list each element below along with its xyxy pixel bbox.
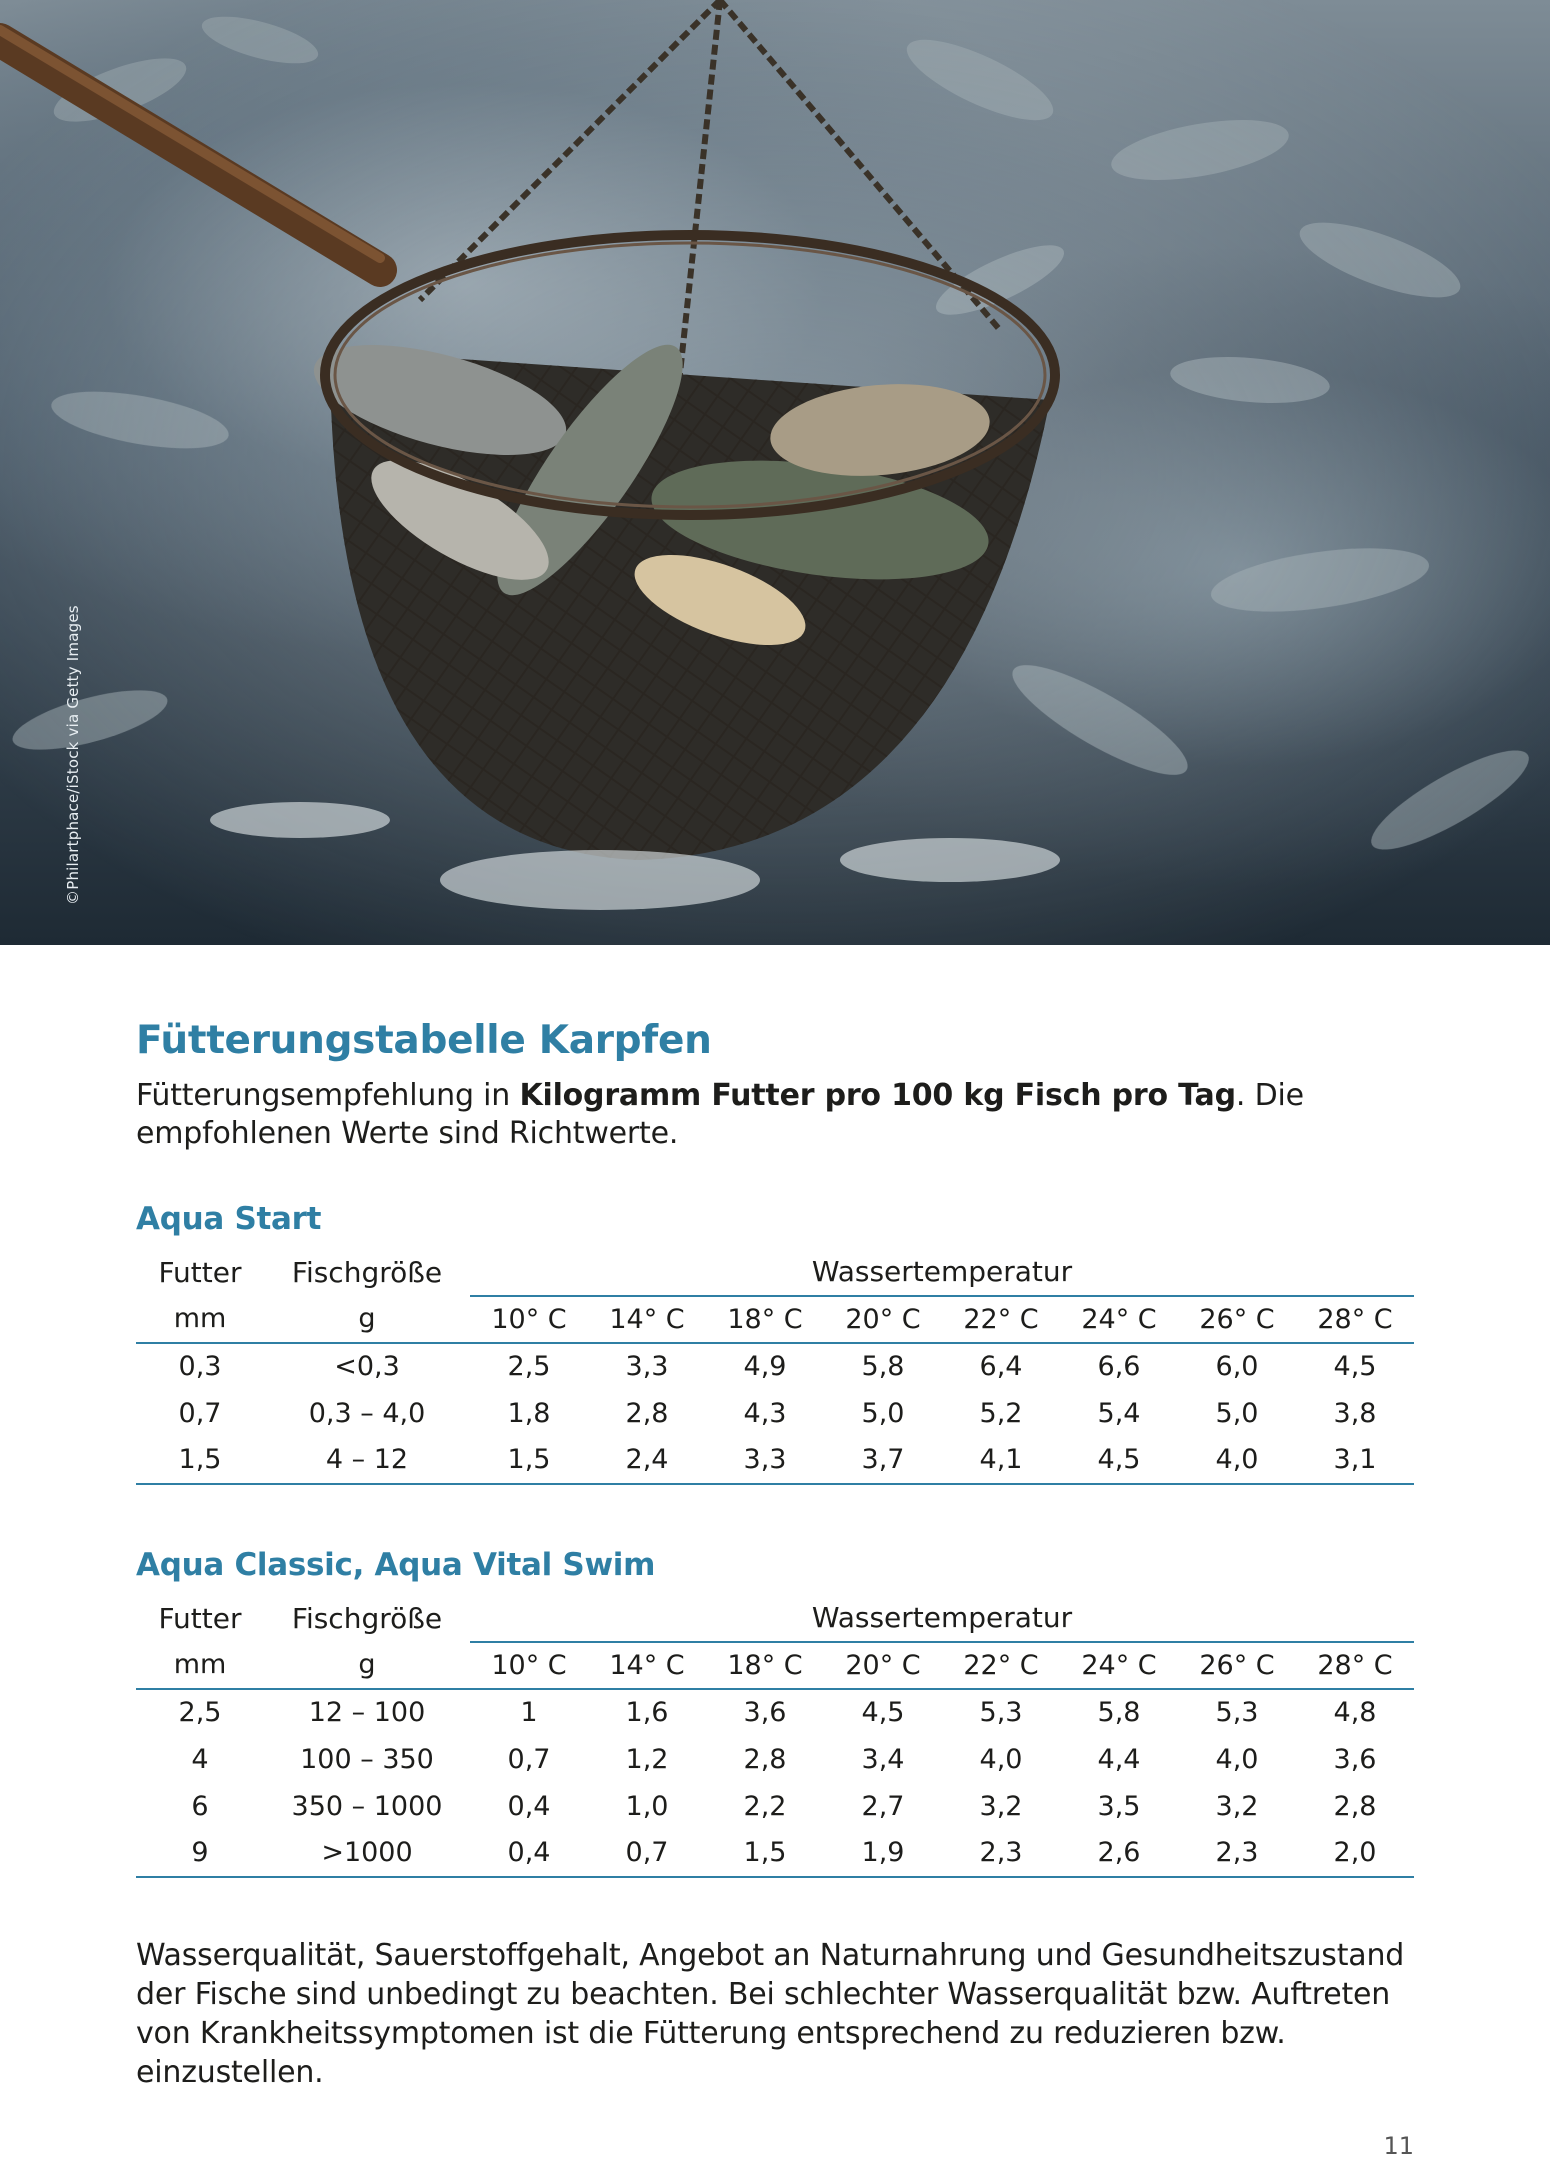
table-row [136,1343,1414,1390]
cell-fischgroesse-g: 350 – 1000 [291,1790,443,1822]
cell-feed-value: 4,8 [1333,1697,1377,1729]
cell-futter-mm: 0,7 [178,1397,222,1429]
cell-fischgroesse-g: 12 – 100 [308,1697,426,1729]
cell-feed-value: 1,0 [625,1790,669,1822]
cell-feed-value: 0,7 [588,1830,706,1877]
table2-body [136,1689,1414,1877]
cell-feed-value: 0,4 [470,1830,588,1877]
cell-futter-mm: 9 [136,1830,264,1877]
header-temp: 26° C [1178,1296,1296,1343]
header-temp: 28° C [1296,1296,1414,1343]
cell-feed-value: 5,3 [979,1697,1023,1729]
cell-fischgroesse-g: <0,3 [334,1351,400,1383]
cell-feed-value: 3,7 [824,1437,942,1484]
cell-feed-value: 2,8 [625,1397,669,1429]
cell-futter-mm: 6 [191,1790,209,1822]
table-row [136,1736,1414,1783]
header-temp: 22° C [942,1296,1060,1343]
cell-feed-value: 2,8 [743,1743,787,1775]
cell-fischgroesse-g: 100 – 350 [300,1743,434,1775]
cell-feed-value: 4,5 [861,1697,905,1729]
cell-feed-value: 0,4 [507,1790,551,1822]
feeding-table-aqua-start [136,1249,1414,1485]
cell-feed-value: 0,7 [507,1743,551,1775]
header-temp: 10° C [470,1296,588,1343]
intro-pre: Fütterungsempfehlung in [136,1077,520,1113]
header-unit-g: g [264,1642,470,1689]
header-temp: 18° C [706,1296,824,1343]
header-unit-mm: mm [136,1296,264,1343]
hero-photo [0,0,1550,945]
page-number: 11 [1383,2132,1414,2160]
table-row [136,1390,1414,1437]
cell-feed-value: 1,8 [507,1397,551,1429]
cell-feed-value: 1 [520,1697,538,1729]
header-unit-mm: mm [136,1642,264,1689]
cell-feed-value: 3,2 [979,1790,1023,1822]
cell-feed-value: 4,9 [743,1351,787,1383]
photo-credit: ©Philartphace/iStock via Getty Images [64,605,82,905]
cell-feed-value: 5,0 [861,1397,905,1429]
header-temp: 20° C [824,1642,942,1689]
cell-feed-value: 2,0 [1296,1830,1414,1877]
main-content [136,1020,1414,2092]
cell-feed-value: 5,4 [1097,1397,1141,1429]
table-row [136,1437,1414,1484]
table1-body [136,1343,1414,1484]
header-temp: 28° C [1296,1642,1414,1689]
intro-text [136,1077,1414,1153]
intro-bold: Kilogramm Futter pro 100 kg Fisch pro Tag [519,1077,1236,1113]
cell-feed-value: 3,2 [1215,1790,1259,1822]
fish-net-illustration [0,0,1550,945]
cell-feed-value: 4,3 [743,1397,787,1429]
cell-feed-value: 4,0 [1178,1437,1296,1484]
table1-title: Aqua Start [136,1200,322,1237]
cell-feed-value: 3,1 [1296,1437,1414,1484]
cell-feed-value: 5,8 [861,1351,905,1383]
cell-feed-value: 3,5 [1097,1790,1141,1822]
cell-feed-value: 3,3 [625,1351,669,1383]
cell-futter-mm: 0,3 [178,1351,222,1383]
header-temp: 20° C [824,1296,942,1343]
header-futter: Futter [158,1255,242,1289]
cell-feed-value: 3,3 [706,1437,824,1484]
cell-fischgroesse-g: 0,3 – 4,0 [308,1397,426,1429]
feeding-table-aqua-classic [136,1595,1414,1878]
cell-feed-value: 1,6 [625,1697,669,1729]
cell-futter-mm: 1,5 [136,1437,264,1484]
intro-post: . Die empfohlenen Werte sind Richtwerte. [136,1077,1304,1151]
cell-feed-value: 2,3 [942,1830,1060,1877]
cell-feed-value: 6,0 [1215,1351,1259,1383]
cell-feed-value: 2,3 [1178,1830,1296,1877]
cell-feed-value: 2,7 [861,1790,905,1822]
header-fischgroesse: Fischgröße [291,1255,443,1289]
header-temp: 24° C [1060,1296,1178,1343]
cell-feed-value: 4,5 [1060,1437,1178,1484]
cell-feed-value: 1,9 [824,1830,942,1877]
header-wassertemperatur: Wassertemperatur [470,1595,1414,1642]
cell-futter-mm: 4 [191,1743,209,1775]
cell-feed-value: 3,4 [861,1743,905,1775]
header-temp: 18° C [706,1642,824,1689]
cell-feed-value: 4,4 [1097,1743,1141,1775]
cell-fischgroesse-g: >1000 [264,1830,470,1877]
header-temp: 22° C [942,1642,1060,1689]
header-temp: 14° C [588,1296,706,1343]
cell-feed-value: 5,3 [1215,1697,1259,1729]
table-row [136,1783,1414,1830]
cell-feed-value: 6,4 [979,1351,1023,1383]
cell-feed-value: 3,6 [743,1697,787,1729]
header-fischgroesse: Fischgröße [291,1601,443,1635]
cell-fischgroesse-g: 4 – 12 [264,1437,470,1484]
cell-feed-value: 4,1 [942,1437,1060,1484]
page-title: Fütterungstabelle Karpfen [136,1018,712,1063]
cell-feed-value: 2,8 [1333,1790,1377,1822]
header-temp: 24° C [1060,1642,1178,1689]
cell-feed-value: 4,0 [1215,1743,1259,1775]
cell-feed-value: 2,4 [588,1437,706,1484]
cell-feed-value: 5,2 [979,1397,1023,1429]
header-temp: 10° C [470,1642,588,1689]
cell-feed-value: 2,5 [507,1351,551,1383]
cell-feed-value: 2,6 [1060,1830,1178,1877]
cell-feed-value: 1,5 [706,1830,824,1877]
header-temp: 26° C [1178,1642,1296,1689]
header-unit-g: g [264,1296,470,1343]
cell-feed-value: 4,5 [1333,1351,1377,1383]
cell-feed-value: 4,0 [979,1743,1023,1775]
cell-feed-value: 1,2 [625,1743,669,1775]
table2-title: Aqua Classic, Aqua Vital Swim [136,1546,656,1583]
cell-feed-value: 3,8 [1333,1397,1377,1429]
cell-feed-value: 6,6 [1097,1351,1141,1383]
cell-feed-value: 3,6 [1333,1743,1377,1775]
header-wassertemperatur: Wassertemperatur [470,1249,1414,1296]
cell-futter-mm: 2,5 [178,1697,222,1729]
cell-feed-value: 5,0 [1215,1397,1259,1429]
table-row [136,1830,1414,1877]
cell-feed-value: 5,8 [1097,1697,1141,1729]
cell-feed-value: 2,2 [743,1790,787,1822]
note-text: Wasserqualität, Sauerstoffgehalt, Angebot an Naturnahrung und Gesundheitszustand der Fische sind unbedingt zu beachten. Bei schlechter Wasserqualität bzw. Auftreten von Krankheitssymptomen ist die Fütterung entsprechend zu reduzieren bzw. einzustellen. [136,1937,1405,2090]
header-temp: 14° C [588,1642,706,1689]
cell-feed-value: 1,5 [470,1437,588,1484]
header-futter: Futter [158,1601,242,1635]
table-row [136,1689,1414,1736]
